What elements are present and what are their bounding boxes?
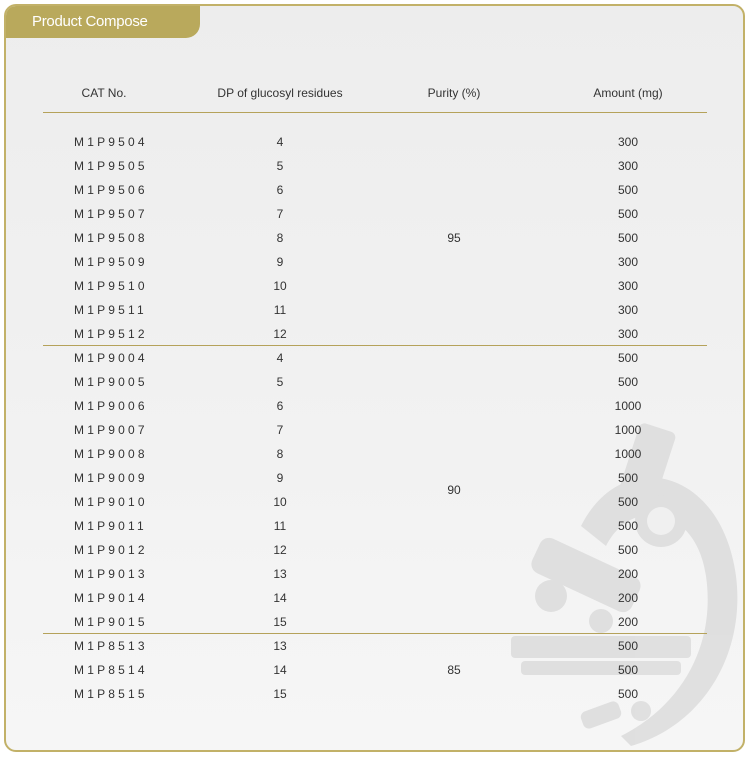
cat-no-cell: M1P9505 (74, 159, 148, 173)
amount-cell: 300 (617, 255, 639, 269)
cat-no-cell: M1P9504 (74, 135, 148, 149)
dp-cell: 5 (276, 375, 284, 389)
amount-cell: 300 (617, 303, 639, 317)
dp-cell: 11 (273, 519, 287, 533)
amount-cell: 500 (617, 639, 639, 653)
cat-no-cell: M1P9015 (74, 615, 148, 629)
cat-no-cell: M1P9010 (74, 495, 148, 509)
purity-cell: 90 (447, 483, 461, 497)
dp-cell: 8 (276, 231, 284, 245)
cat-no-cell: M1P9011 (74, 519, 147, 533)
amount-cell: 500 (617, 231, 639, 245)
cat-no-cell: M1P9006 (74, 399, 148, 413)
cat-no-cell: M1P8515 (74, 687, 148, 701)
dp-cell: 12 (273, 543, 287, 557)
header-dp: DP of glucosyl residues (217, 86, 343, 100)
cat-no-cell: M1P8514 (74, 663, 148, 677)
header-rule (43, 112, 707, 113)
dp-cell: 10 (273, 495, 287, 509)
amount-cell: 500 (617, 183, 639, 197)
amount-cell: 500 (617, 519, 639, 533)
dp-cell: 13 (273, 639, 287, 653)
amount-cell: 300 (617, 159, 639, 173)
amount-cell: 500 (617, 495, 639, 509)
cat-no-cell: M1P9009 (74, 471, 148, 485)
cat-no-cell: M1P9508 (74, 231, 148, 245)
amount-cell: 500 (617, 351, 639, 365)
amount-cell: 500 (617, 663, 639, 677)
amount-cell: 1000 (614, 447, 642, 461)
amount-cell: 200 (617, 591, 639, 605)
cat-no-cell: M1P9507 (74, 207, 148, 221)
amount-cell: 500 (617, 207, 639, 221)
cat-no-cell: M1P9511 (74, 303, 147, 317)
dp-cell: 7 (276, 207, 284, 221)
cat-no-cell: M1P9005 (74, 375, 148, 389)
cat-no-cell: M1P9512 (74, 327, 148, 341)
amount-cell: 500 (617, 687, 639, 701)
dp-cell: 15 (273, 687, 287, 701)
dp-cell: 9 (276, 255, 284, 269)
cat-no-cell: M1P9007 (74, 423, 148, 437)
dp-cell: 8 (276, 447, 284, 461)
section-title: Product Compose (6, 6, 200, 38)
dp-cell: 5 (276, 159, 284, 173)
cat-no-cell: M1P9012 (74, 543, 148, 557)
amount-cell: 300 (617, 279, 639, 293)
dp-cell: 14 (273, 591, 287, 605)
dp-cell: 15 (273, 615, 287, 629)
cat-no-cell: M1P9008 (74, 447, 148, 461)
purity-cell: 85 (447, 663, 461, 677)
header-cat-no: CAT No. (81, 86, 127, 100)
purity-cell: 95 (447, 231, 461, 245)
dp-cell: 12 (273, 327, 287, 341)
amount-cell: 500 (617, 375, 639, 389)
cat-no-cell: M1P9014 (74, 591, 148, 605)
amount-cell: 300 (617, 327, 639, 341)
dp-cell: 11 (273, 303, 287, 317)
header-purity: Purity (%) (427, 86, 481, 100)
amount-cell: 1000 (614, 423, 642, 437)
dp-cell: 6 (276, 399, 284, 413)
dp-cell: 9 (276, 471, 284, 485)
product-compose-panel (4, 4, 745, 752)
amount-cell: 500 (617, 543, 639, 557)
dp-cell: 10 (273, 279, 287, 293)
dp-cell: 13 (273, 567, 287, 581)
amount-cell: 500 (617, 471, 639, 485)
cat-no-cell: M1P9004 (74, 351, 148, 365)
dp-cell: 14 (273, 663, 287, 677)
cat-no-cell: M1P9013 (74, 567, 148, 581)
dp-cell: 4 (276, 351, 284, 365)
amount-cell: 200 (617, 567, 639, 581)
amount-cell: 200 (617, 615, 639, 629)
cat-no-cell: M1P9509 (74, 255, 148, 269)
amount-cell: 300 (617, 135, 639, 149)
cat-no-cell: M1P9506 (74, 183, 148, 197)
cat-no-cell: M1P9510 (74, 279, 148, 293)
dp-cell: 7 (276, 423, 284, 437)
cat-no-cell: M1P8513 (74, 639, 148, 653)
dp-cell: 4 (276, 135, 284, 149)
dp-cell: 6 (276, 183, 284, 197)
header-amount: Amount (mg) (593, 86, 663, 100)
amount-cell: 1000 (614, 399, 642, 413)
